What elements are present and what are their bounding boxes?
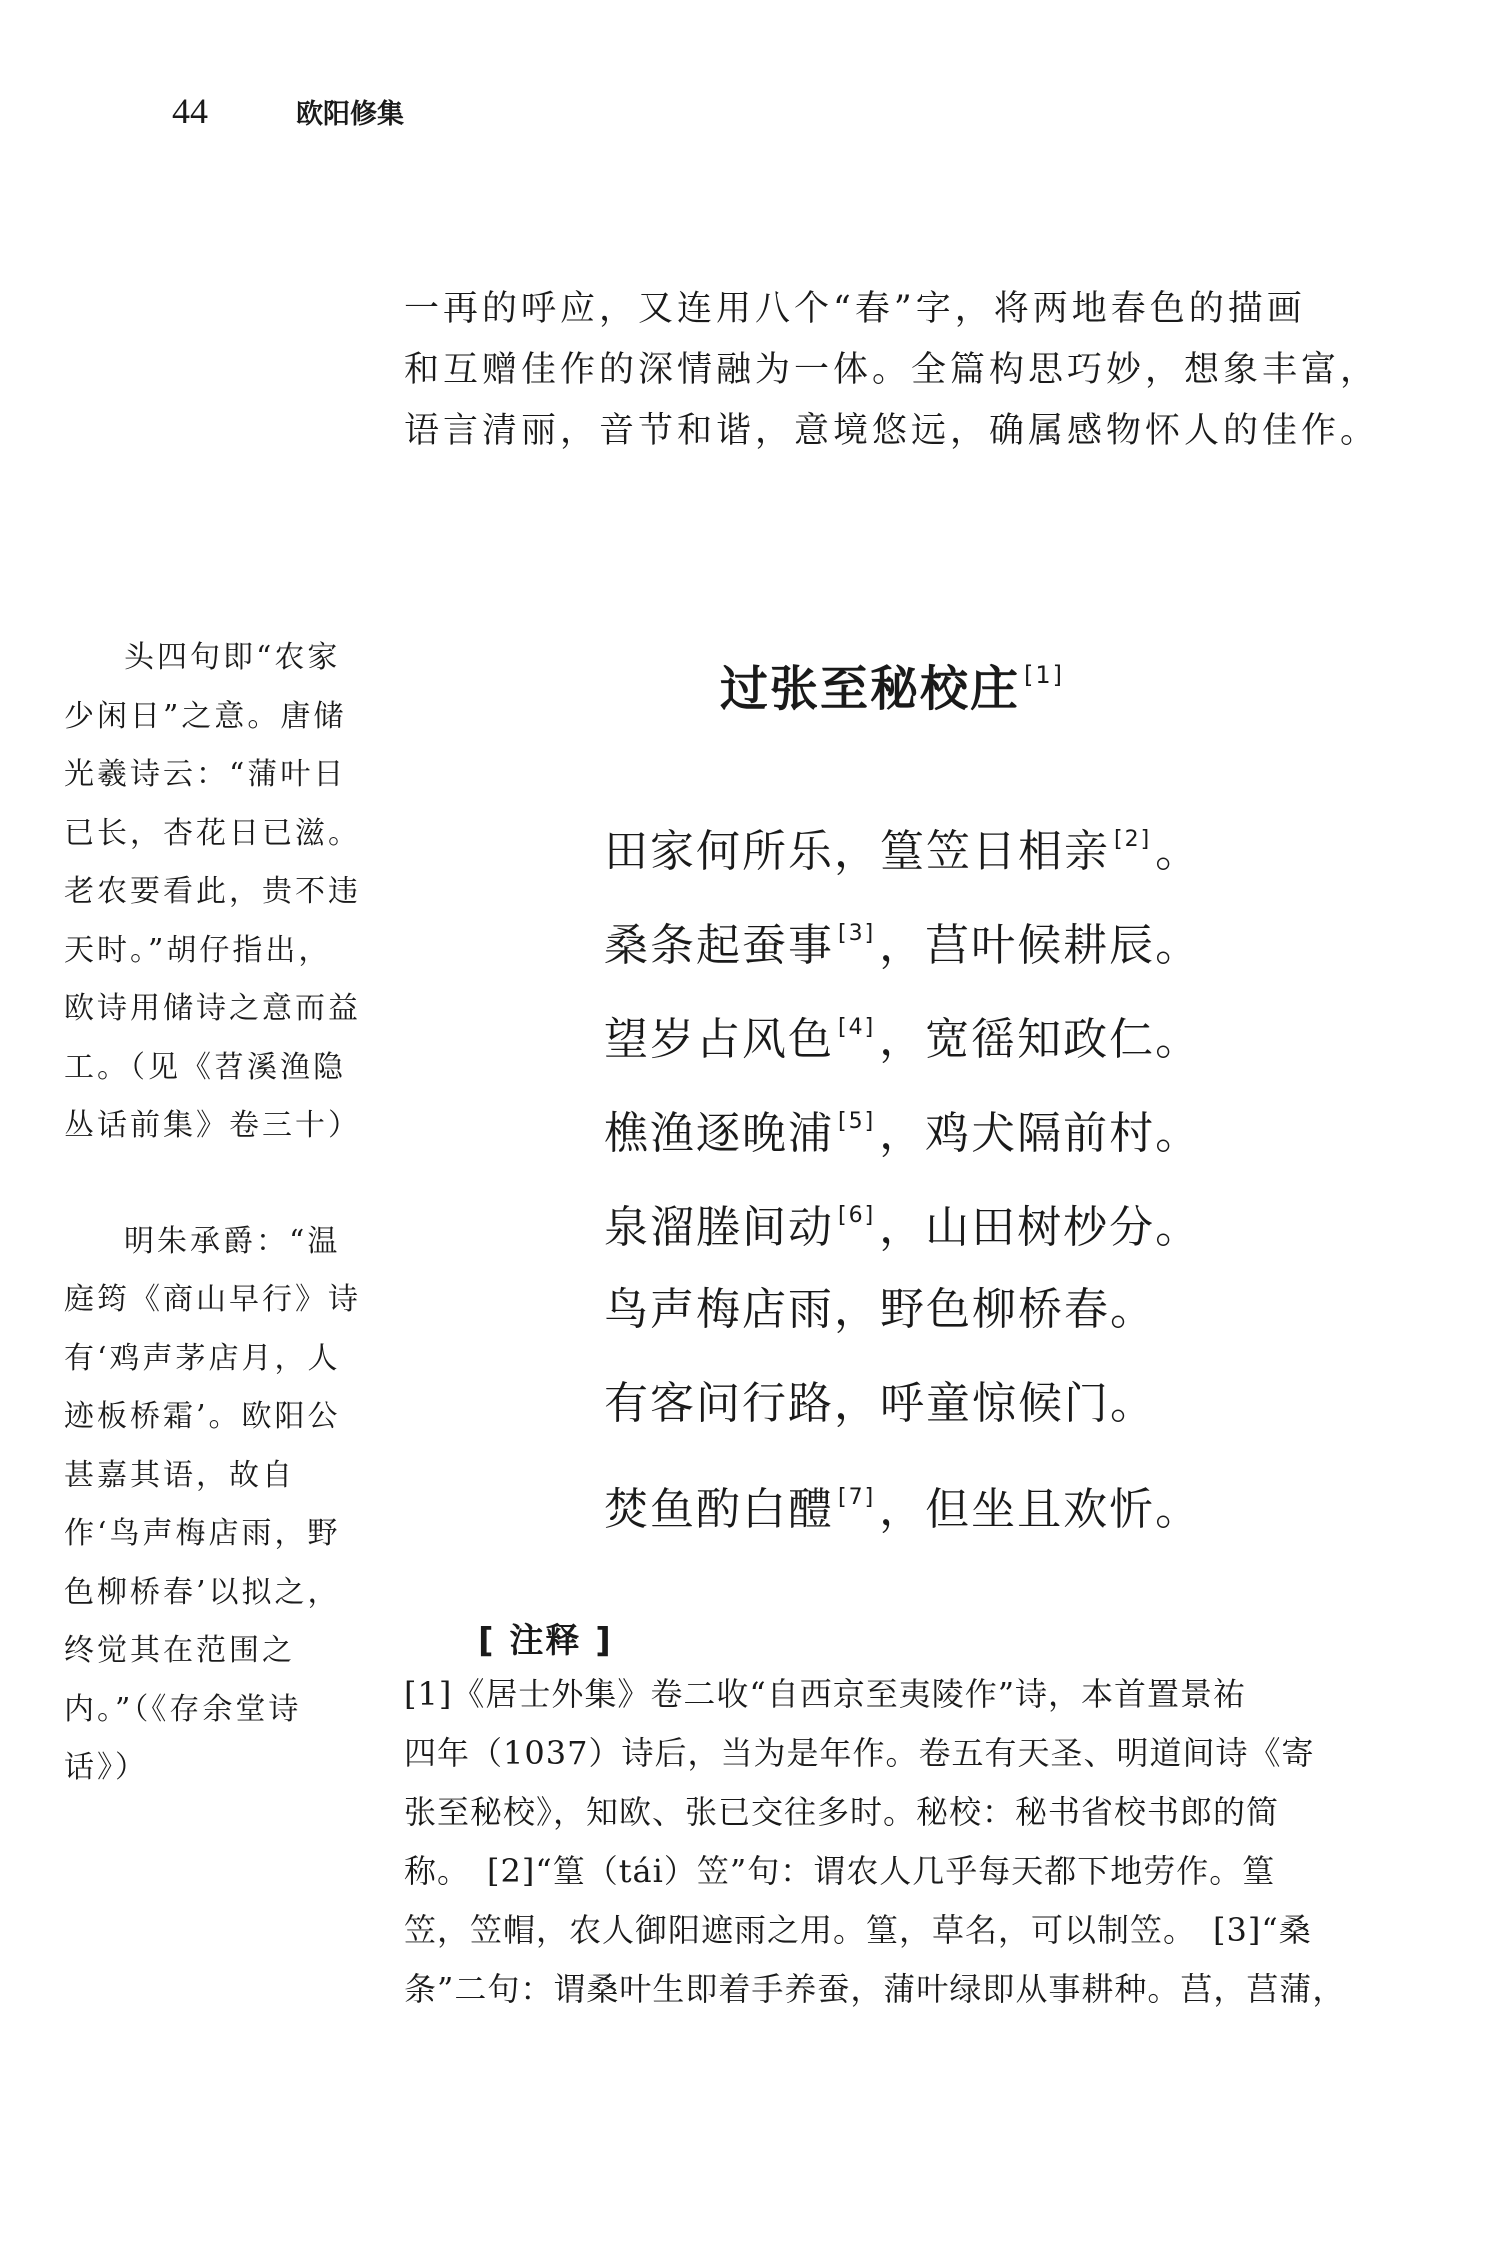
- poem-line: 桑条起蚕事 [3]，莒叶候耕辰。: [604, 919, 1202, 971]
- note-line: 称。 [2]“篁（tái）笠”句：谓农人几乎每天都下地劳作。篁: [404, 1852, 1276, 1890]
- footnote-marker: [1]: [1024, 661, 1065, 690]
- poem-line: 泉溜塍间动 [6]，山田树杪分。: [604, 1201, 1202, 1253]
- poem-line: 焚鱼酌白醴 [7]，但坐且欢忻。: [604, 1483, 1202, 1535]
- sidenote-1: 头四句即“农家少闲日”之意。唐储光羲诗云：“蒲叶日已长，杏花日已滋。老农要看此，贵不违天时。”胡仔指出，欧诗用储诗之意而益工。（见《苕溪渔隐丛话前集》卷三十）: [64, 640, 361, 1143]
- note-line: 笠，笠帽，农人御阳遮雨之用。篁，草名，可以制笠。 [3]“桑: [404, 1911, 1312, 1949]
- notes-heading: [ 注释 ]: [478, 1621, 613, 1661]
- poem-title-text: 过张至秘校庄: [720, 661, 1021, 717]
- margin-commentary: [64, 629, 364, 1798]
- poem-title: [720, 650, 1068, 719]
- note-line: 张至秘校》，知欧、张已交往多时。秘校：秘书省校书郎的简: [404, 1793, 1280, 1831]
- footnote-marker: [2]: [1114, 827, 1152, 852]
- intro-paragraph: [404, 279, 1424, 462]
- footnote-marker: [3]: [838, 921, 876, 946]
- poem-line: 田家何所乐，篁笠日相亲 [2]。: [604, 825, 1202, 877]
- poem-body: [604, 805, 1201, 1557]
- book-title: 欧阳修集: [296, 99, 404, 130]
- poem-line: 望岁占风色 [4]，宽徭知政仁。: [604, 1013, 1202, 1065]
- intro-line: 一再的呼应，又连用八个“春”字，将两地春色的描画: [404, 289, 1306, 329]
- poem-line: 樵渔逐晚浦 [5]，鸡犬隔前村。: [604, 1107, 1202, 1159]
- footnote-marker: [5]: [838, 1109, 876, 1134]
- page-number: 44: [172, 91, 208, 131]
- poem-line: 鸟声梅店雨，野色柳桥春。: [604, 1284, 1156, 1335]
- note-line: [1]《居士外集》卷二收“自西京至夷陵作”诗，本首置景祐: [404, 1675, 1247, 1713]
- annotations: [404, 1665, 1429, 2019]
- footnote-marker: [4]: [838, 1015, 876, 1040]
- footnote-marker: [6]: [838, 1203, 876, 1228]
- note-line: 四年（1037）诗后，当为是年作。卷五有天圣、明道间诗《寄: [404, 1734, 1315, 1772]
- poem-line: 有客问行路，呼童惊候门。: [604, 1378, 1156, 1429]
- intro-line: 和互赠佳作的深情融为一体。全篇构思巧妙，想象丰富，: [404, 350, 1380, 390]
- intro-line: 语言清丽，音节和谐，意境悠远，确属感物怀人的佳作。: [404, 411, 1380, 451]
- note-line: 条”二句：谓桑叶生即着手养蚕，蒲叶绿即从事耕种。莒，莒蒲，: [404, 1970, 1346, 2008]
- footnote-marker: [7]: [838, 1485, 876, 1510]
- sidenote-2: 明朱承爵：“温庭筠《商山早行》诗有‘鸡声茅店月，人迹板桥霜’。欧阳公甚嘉其语，故自作‘鸟声梅店雨，野色柳桥春’以拟之，终觉其在范围之内。”（《存余堂诗话》）: [64, 1223, 361, 1785]
